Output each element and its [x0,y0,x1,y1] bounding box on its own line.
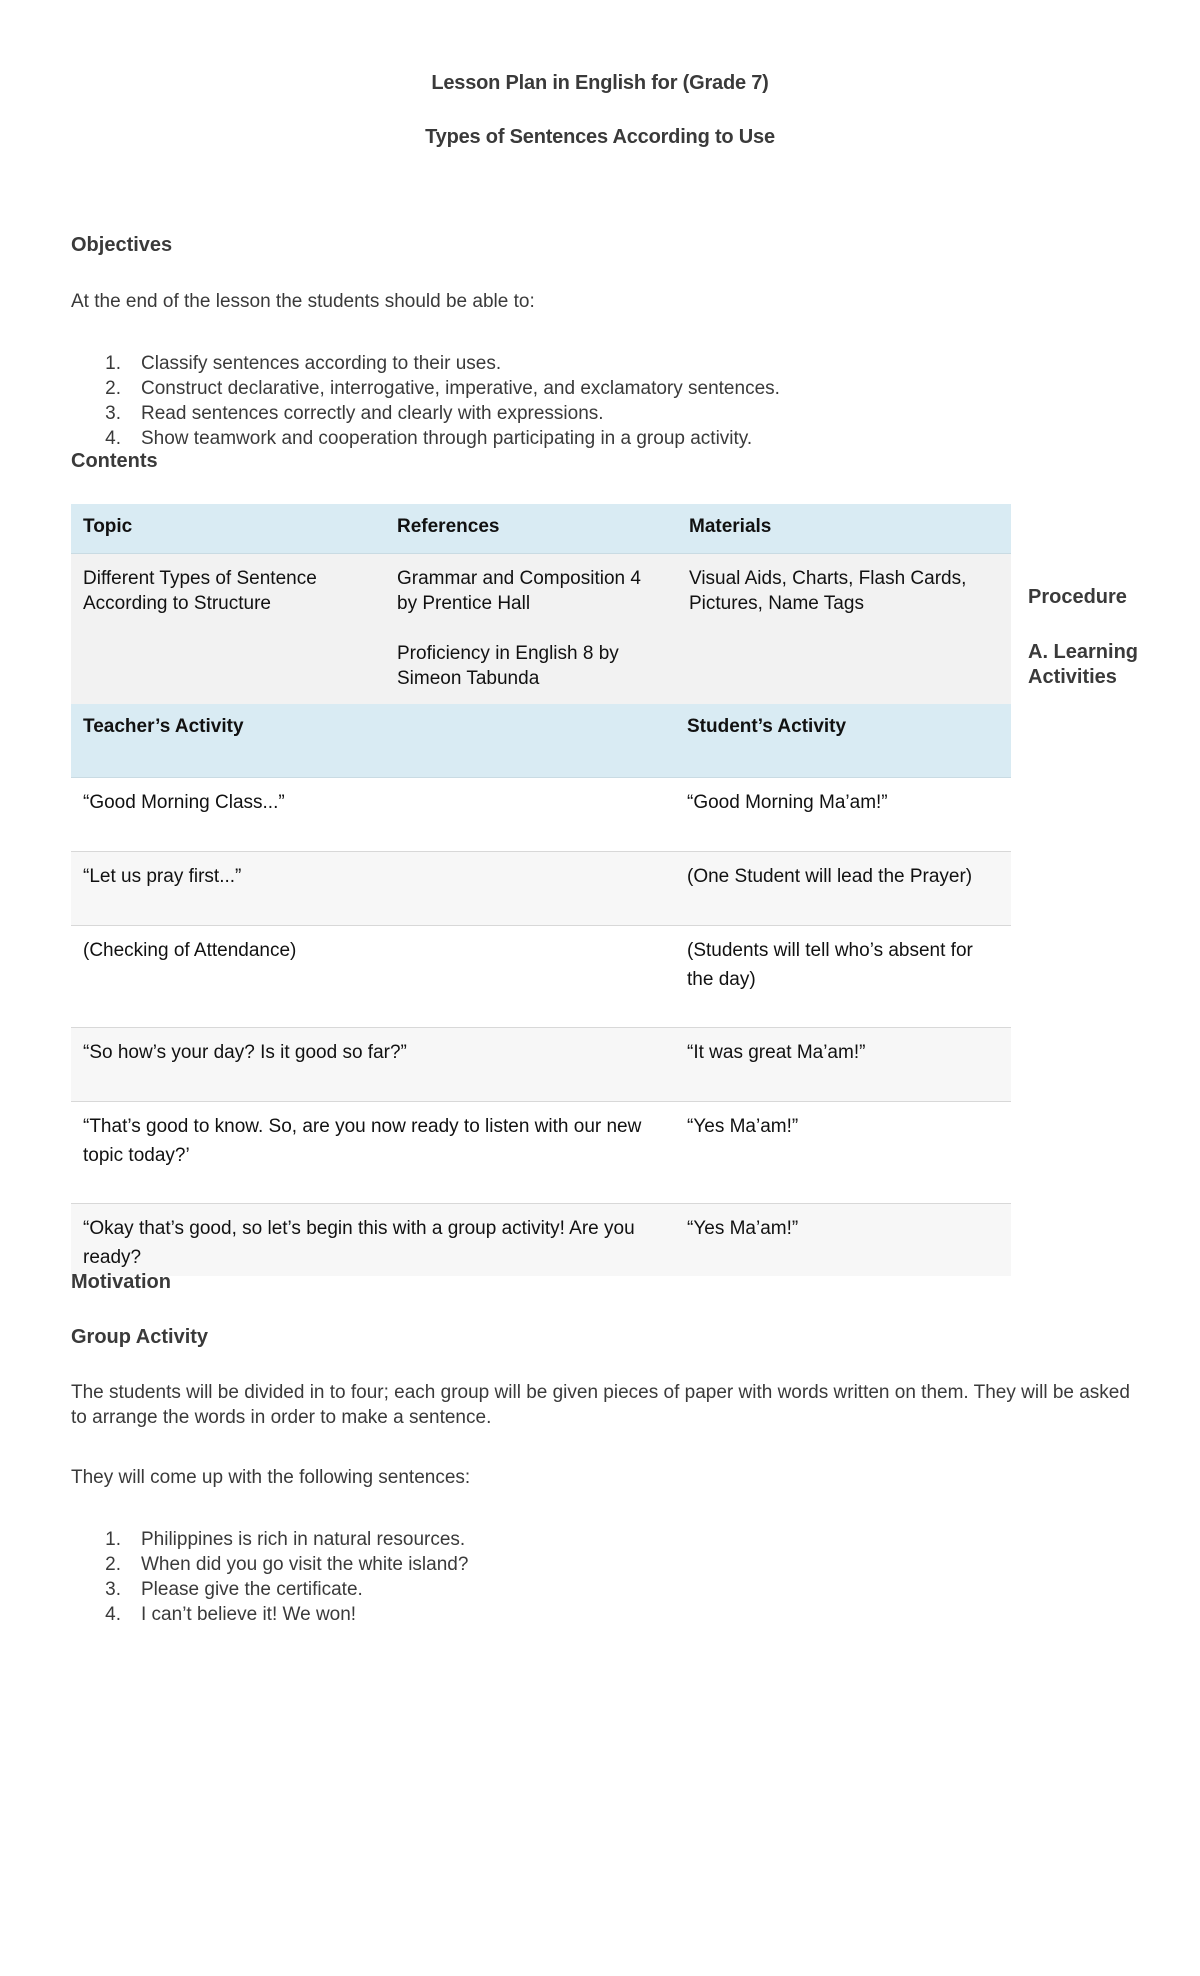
contents-row [71,554,1011,704]
student-cell: (One Student will lead the Prayer) [687,866,973,887]
sentences-list [71,1527,468,1627]
motivation-heading: Motivation [71,1271,171,1293]
materials-cell: Visual Aids, Charts, Flash Cards, Pictures, Name Tags [689,568,967,614]
teacher-activity-header: Teacher’s Activity [83,716,244,737]
list-number: 1. [105,353,121,374]
student-activity-header: Student’s Activity [687,716,847,737]
student-cell: “Good Morning Ma’am!” [687,792,888,813]
list-item [71,1602,468,1627]
student-cell: “It was great Ma’am!” [687,1042,866,1063]
table-row [71,926,1011,1028]
reference-2: Proficiency in English 8 by Simeon Tabunda [397,643,619,689]
references-cell [385,554,677,704]
list-text: Construct declarative, interrogative, imperative, and exclamatory sentences. [141,378,780,399]
list-item [71,351,780,376]
list-number: 3. [105,1579,121,1600]
teacher-cell: “That’s good to know. So, are you now ready to listen with our new topic today?’ [83,1116,642,1166]
student-cell: “Yes Ma’am!” [687,1218,799,1239]
procedure-heading: Procedure [1028,586,1127,608]
objectives-list [71,351,780,451]
list-number: 4. [105,428,121,449]
contents-table [71,504,1011,1276]
contents-header-row [71,504,1011,554]
teacher-cell: “Good Morning Class...” [83,792,285,813]
list-item [71,426,780,451]
group-activity-heading: Group Activity [71,1326,209,1348]
contents-heading: Contents [71,450,158,472]
teacher-cell: (Checking of Attendance) [83,940,297,961]
activities-header-row [71,704,1011,778]
table-row [71,852,1011,926]
list-text: Please give the certificate. [141,1579,363,1600]
document-title: Lesson Plan in English for (Grade 7) [431,72,769,94]
table-row [71,1102,1011,1204]
list-text: Show teamwork and cooperation through participating in a group activity. [141,428,753,449]
table-row [71,1204,1011,1276]
list-number: 2. [105,1554,121,1575]
list-text: Philippines is rich in natural resources. [141,1529,466,1550]
list-text: I can’t believe it! We won! [141,1604,357,1625]
list-item [71,401,780,426]
list-text: Classify sentences according to their uses. [141,353,502,374]
list-item [71,1552,468,1577]
student-cell: “Yes Ma’am!” [687,1116,799,1137]
list-item [71,1577,468,1602]
sentences-intro: They will come up with the following sentences: [71,1467,471,1488]
table-row [71,1028,1011,1102]
table-row [71,778,1011,852]
teacher-cell: “Okay that’s good, so let’s begin this with a group activity! Are you ready? [83,1218,635,1268]
list-number: 2. [105,378,121,399]
materials-header: Materials [689,516,772,537]
reference-1: Grammar and Composition 4 by Prentice Hall [397,568,641,614]
topic-cell: Different Types of Sentence According to Structure [83,568,317,614]
learning-activities-heading: A. Learning Activities [1028,641,1139,688]
references-header: References [397,516,500,537]
teacher-cell: “So how’s your day? Is it good so far?” [83,1042,407,1063]
teacher-cell: “Let us pray first...” [83,866,242,887]
objectives-heading: Objectives [71,234,173,256]
list-item [71,1527,468,1552]
list-number: 3. [105,403,121,424]
group-activity-description: The students will be divided in to four; each group will be given pieces of paper with words written on them. They will be asked to arrange the words in order to make a sentence. [71,1382,1130,1428]
list-item [71,376,780,401]
list-text: Read sentences correctly and clearly with expressions. [141,403,604,424]
list-number: 4. [105,1604,121,1625]
objectives-intro: At the end of the lesson the students should be able to: [71,291,535,312]
topic-header: Topic [83,516,133,537]
list-text: When did you go visit the white island? [141,1554,469,1575]
document-subtitle: Types of Sentences According to Use [425,126,775,148]
list-number: 1. [105,1529,121,1550]
student-cell: (Students will tell who’s absent for the day) [687,940,973,990]
